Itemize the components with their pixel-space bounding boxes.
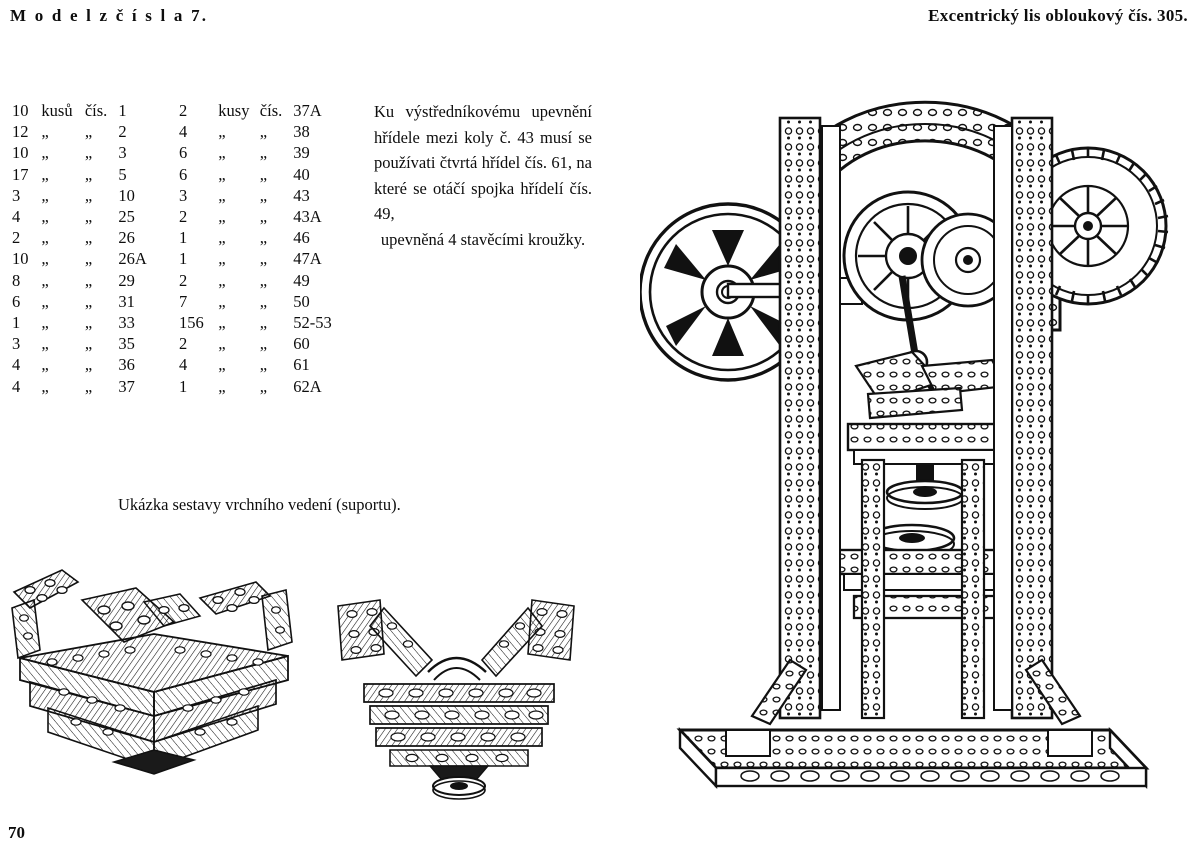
page-number: 70 xyxy=(8,823,25,842)
right-qty: 1 xyxy=(178,228,188,248)
table-row xyxy=(12,333,362,354)
right-unit: „ xyxy=(218,185,226,205)
right-num: 37A xyxy=(293,101,322,120)
left-qty: 4 xyxy=(12,207,21,227)
left-unit: „ xyxy=(41,143,49,163)
left-unit: „ xyxy=(41,355,49,375)
right-label: „ xyxy=(259,270,268,290)
right-num: 43 xyxy=(293,185,310,205)
right-label: „ xyxy=(259,334,268,354)
right-qty: 2 xyxy=(178,207,188,227)
left-num: 37 xyxy=(118,376,135,396)
right-unit: „ xyxy=(218,355,226,375)
left-label: „ xyxy=(84,185,93,205)
left-num: 31 xyxy=(118,291,135,311)
left-unit: „ xyxy=(41,291,49,311)
right-unit: „ xyxy=(218,249,226,269)
table-row xyxy=(12,376,362,397)
left-label: „ xyxy=(84,164,93,184)
table-row xyxy=(12,185,362,206)
left-num: 29 xyxy=(118,270,135,290)
left-qty: 4 xyxy=(12,355,21,375)
left-unit: „ xyxy=(41,376,49,396)
left-num: 25 xyxy=(118,207,135,227)
support-assembly-right-figure xyxy=(324,598,594,808)
plate-upper-left xyxy=(14,570,78,608)
upper-bed-plate xyxy=(848,424,1006,464)
right-unit: „ xyxy=(218,143,226,163)
right-label: „ xyxy=(259,376,268,396)
figure-caption: Ukázka sestavy vrchního vedení (suportu). xyxy=(118,495,401,514)
right-num: 62A xyxy=(293,376,322,396)
left-label: „ xyxy=(84,376,93,396)
right-num: 50 xyxy=(293,291,310,311)
left-unit: „ xyxy=(41,249,49,269)
right-label: „ xyxy=(259,164,268,184)
right-unit: „ xyxy=(218,313,226,333)
left-qty: 12 xyxy=(12,122,29,142)
right-qty: 156 xyxy=(178,313,204,333)
table-row xyxy=(12,248,362,269)
left-unit: „ xyxy=(41,313,49,333)
eccentric-arc-press-figure xyxy=(640,30,1190,805)
right-unit: „ xyxy=(218,376,226,396)
right-num: 38 xyxy=(293,122,310,142)
left-label: „ xyxy=(84,122,93,142)
girder-stack xyxy=(364,684,554,766)
right-label: „ xyxy=(259,185,268,205)
right-qty: 6 xyxy=(178,164,188,184)
left-qty: 8 xyxy=(12,270,21,290)
right-num: 43A xyxy=(293,207,322,227)
assembly-note xyxy=(374,99,592,253)
table-row xyxy=(12,312,362,333)
right-label: „ xyxy=(259,249,268,269)
table-row xyxy=(12,354,362,375)
left-unit: „ xyxy=(41,164,49,184)
left-num: 5 xyxy=(118,164,127,184)
right-qty: 2 xyxy=(178,270,188,290)
column-inner-left xyxy=(862,460,884,718)
left-unit: „ xyxy=(41,185,49,205)
left-qty: 10 xyxy=(12,101,29,120)
right-qty: 1 xyxy=(178,376,188,396)
left-num: 35 xyxy=(118,334,135,354)
left-num: 2 xyxy=(118,122,127,142)
bottom-hub xyxy=(430,766,488,799)
left-unit: „ xyxy=(41,207,49,227)
right-num: 60 xyxy=(293,334,310,354)
die-hub-upper xyxy=(887,464,963,509)
right-num: 47A xyxy=(293,249,322,269)
left-label: „ xyxy=(84,270,93,290)
right-qty: 1 xyxy=(178,249,188,269)
right-unit: „ xyxy=(218,291,226,311)
left-label: „ xyxy=(84,355,93,375)
left-qty: 6 xyxy=(12,291,21,311)
assembly-note-text: Ku výstředníkovému upevnění hřídele mezi koly č. 43 musí se používati čtvrtá hřídel čís. 61, na které se otáčí spojka hřídelí čís. 49, xyxy=(374,102,592,224)
left-unit: „ xyxy=(41,228,49,248)
table-row xyxy=(12,142,362,163)
left-qty: 17 xyxy=(12,164,29,184)
right-label: „ xyxy=(259,122,268,142)
left-qty: 3 xyxy=(12,334,21,354)
left-unit: kusů xyxy=(41,101,73,120)
left-num: 3 xyxy=(118,143,127,163)
page-title-right: Excentrický lis obloukový čís. 305. xyxy=(928,6,1188,25)
left-num: 33 xyxy=(118,313,135,333)
right-label: „ xyxy=(259,143,268,163)
column-inner-right xyxy=(962,460,984,718)
parts-list xyxy=(12,100,362,397)
eccentric-pulley-group xyxy=(844,192,1014,320)
table-row xyxy=(12,121,362,142)
table-row xyxy=(12,206,362,227)
left-label: „ xyxy=(84,313,93,333)
right-qty: 2 xyxy=(178,334,188,354)
centre-cluster-left xyxy=(82,588,200,642)
page-title-left: M o d e l z č í s l a 7. xyxy=(10,6,209,25)
ram-linkage xyxy=(856,352,1006,418)
left-num: 10 xyxy=(118,185,135,205)
right-label: „ xyxy=(259,355,268,375)
left-num: 26A xyxy=(118,249,147,269)
right-qty: 4 xyxy=(178,122,188,142)
right-num: 46 xyxy=(293,228,310,248)
left-qty: 2 xyxy=(12,228,21,248)
table-row xyxy=(12,164,362,185)
support-body-left xyxy=(20,634,288,774)
left-label: „ xyxy=(84,291,93,311)
right-unit: „ xyxy=(218,334,226,354)
right-unit: „ xyxy=(218,207,226,227)
right-label: „ xyxy=(259,228,268,248)
left-num: 36 xyxy=(118,355,135,375)
right-num: 40 xyxy=(293,164,310,184)
left-unit: „ xyxy=(41,122,49,142)
right-num: 61 xyxy=(293,355,310,375)
right-qty: 2 xyxy=(178,101,188,120)
parts-table xyxy=(12,100,362,397)
right-label: „ xyxy=(259,313,268,333)
right-unit: „ xyxy=(218,270,226,290)
right-unit: kusy xyxy=(218,101,250,120)
left-label: „ xyxy=(84,249,93,269)
right-unit: „ xyxy=(218,164,226,184)
plate-upper-right xyxy=(200,582,292,650)
right-unit: „ xyxy=(218,228,226,248)
right-num: 49 xyxy=(293,270,310,290)
right-label: čís. xyxy=(259,101,283,120)
left-qty: 4 xyxy=(12,376,21,396)
left-label: „ xyxy=(84,334,93,354)
left-unit: „ xyxy=(41,270,49,290)
column-left xyxy=(780,118,840,718)
table-row xyxy=(12,270,362,291)
right-unit: „ xyxy=(218,122,226,142)
left-qty: 10 xyxy=(12,143,29,163)
left-num: 26 xyxy=(118,228,135,248)
right-label: „ xyxy=(259,207,268,227)
right-num: 52-53 xyxy=(293,313,332,333)
right-qty: 6 xyxy=(178,143,188,163)
plate-upper-left-2 xyxy=(12,600,40,658)
table-row xyxy=(12,100,362,121)
base-plate xyxy=(680,730,1146,786)
right-qty: 7 xyxy=(178,291,188,311)
left-qty: 3 xyxy=(12,185,21,205)
column-right xyxy=(994,118,1052,718)
table-row xyxy=(12,291,362,312)
support-assembly-left-figure xyxy=(4,530,304,800)
left-qty: 1 xyxy=(12,313,21,333)
v-arms xyxy=(370,608,542,680)
right-label: „ xyxy=(259,291,268,311)
left-qty: 10 xyxy=(12,249,29,269)
left-label: „ xyxy=(84,207,93,227)
right-num: 39 xyxy=(293,143,310,163)
right-qty: 3 xyxy=(178,185,188,205)
left-label: „ xyxy=(84,228,93,248)
left-unit: „ xyxy=(41,334,49,354)
assembly-note-tail: upevněná 4 stavěcími kroužky. xyxy=(380,229,586,249)
right-qty: 4 xyxy=(178,355,188,375)
table-row xyxy=(12,227,362,248)
left-label: „ xyxy=(84,143,93,163)
left-num: 1 xyxy=(118,101,127,120)
left-label: čís. xyxy=(84,101,108,120)
